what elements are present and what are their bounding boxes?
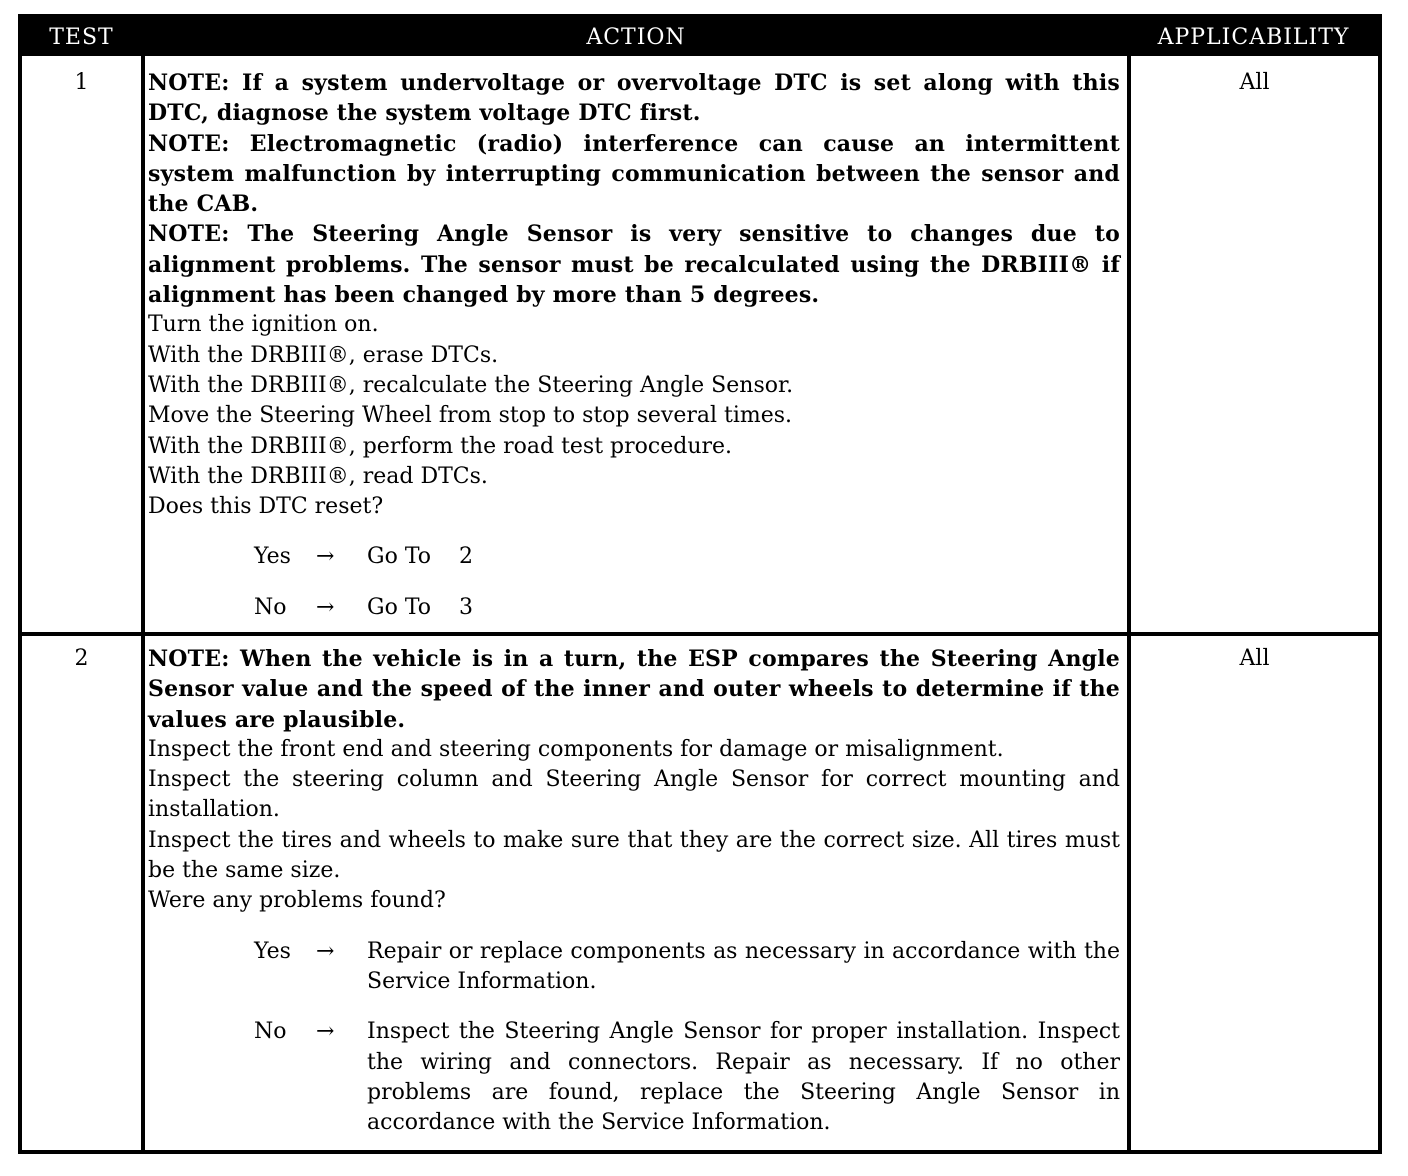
step-text: Inspect the tires and wheels to make sure that they are the correct size. All tires must be the same size. <box>148 827 1120 884</box>
test-number: 1 <box>74 70 89 95</box>
step-text: Move the Steering Wheel from stop to stop several times. <box>148 403 793 429</box>
answer-label: Yes <box>254 938 291 964</box>
applicability-value: All <box>1239 646 1270 671</box>
answer-yes <box>254 542 1120 572</box>
answer-text: Inspect the Steering Angle Sensor for proper installation. Inspect the wiring and connectors. Repair as necessary. If no other problems are found, replace the Steering Angle Sensor in accordance with the Service Information. <box>367 1019 1120 1136</box>
step-text: With the DRBIII®, read DTCs. <box>148 463 488 489</box>
answer-text: Go To 2 <box>367 544 473 570</box>
step-text: With the DRBIII®, perform the road test procedure. <box>148 433 733 459</box>
arrow-right-icon: → <box>316 1019 335 1045</box>
step-text: Turn the ignition on. <box>148 312 379 338</box>
answer-yes <box>254 937 1120 998</box>
answer-label: Yes <box>254 544 291 570</box>
applicability-value: All <box>1239 70 1270 95</box>
arrow-right-icon: → <box>316 594 335 620</box>
diagnostic-table <box>18 14 1382 1154</box>
answer-text: Go To 3 <box>367 594 473 620</box>
action-cell <box>148 68 1120 623</box>
header-applicability: APPLICABILITY <box>1157 25 1350 50</box>
answer-text: Repair or replace components as necessary in accordance with the Service Information. <box>367 938 1120 994</box>
note-text: NOTE: The Steering Angle Sensor is very sensitive to changes due to alignment problems. The sensor must be recalculated using the DRBIII® if alignment has been changed by more than 5 degrees. <box>148 221 1120 309</box>
note-text: NOTE: When the vehicle is in a turn, the ESP compares the Steering Angle Sensor value and the speed of the inner and outer wheels to determine if the values are plausible. <box>148 646 1120 733</box>
step-text: Inspect the steering column and Steering Angle Sensor for correct mounting and installation. <box>148 767 1120 823</box>
test-number: 2 <box>74 646 89 671</box>
answer-no <box>254 1017 1120 1138</box>
question-text: Does this DTC reset? <box>148 494 384 520</box>
question-text: Were any problems found? <box>148 888 446 914</box>
arrow-right-icon: → <box>316 938 335 964</box>
table-row <box>22 60 1378 632</box>
header-test: TEST <box>49 25 114 50</box>
note-text: NOTE: If a system undervoltage or overvoltage DTC is set along with this DTC, diagnose the system voltage DTC first. <box>148 70 1120 127</box>
answer-label: No <box>254 594 287 620</box>
action-cell <box>148 644 1120 1138</box>
table-row <box>22 636 1378 1154</box>
answer-no <box>254 593 1120 623</box>
step-text: With the DRBIII®, erase DTCs. <box>148 342 499 368</box>
step-text: Inspect the front end and steering components for damage or misalignment. <box>148 736 1004 762</box>
header-action: ACTION <box>586 25 686 50</box>
answer-label: No <box>254 1019 287 1045</box>
note-text: NOTE: Electromagnetic (radio) interference can cause an intermittent system malfunction by interrupting communication between the sensor and the CAB. <box>148 130 1120 218</box>
arrow-right-icon: → <box>316 544 335 570</box>
step-text: With the DRBIII®, recalculate the Steering Angle Sensor. <box>148 372 794 398</box>
table-header <box>22 18 1378 56</box>
